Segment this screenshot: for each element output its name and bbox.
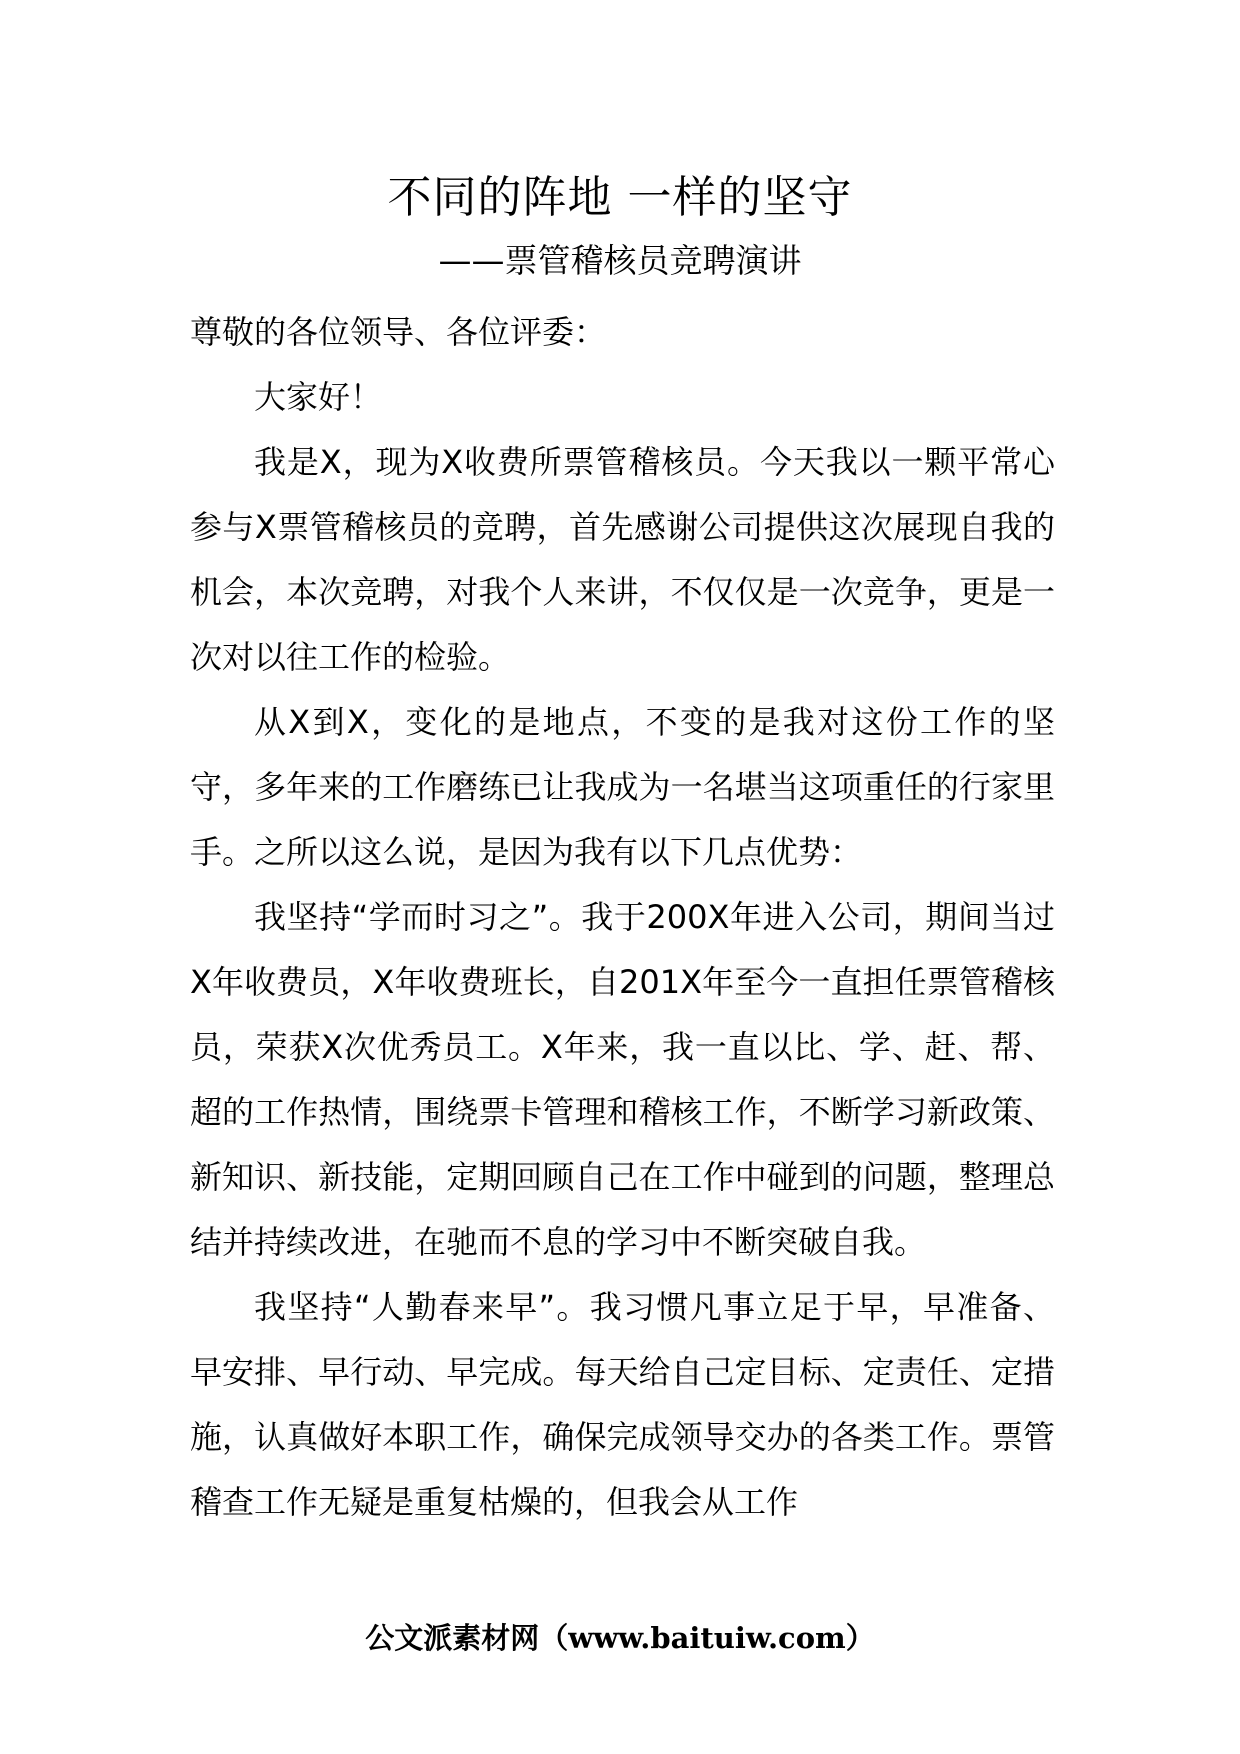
- footer-watermark: 公文派素材网（www.baituiw.com）: [365, 1621, 875, 1655]
- document-body: [190, 300, 1055, 1535]
- paragraph-greeting: 大家好！: [254, 378, 383, 416]
- paragraph-transition: 从X到X，变化的是地点，不变的是我对这份工作的坚守，多年来的工作磨练已让我成为一名堪当这项重任的行家里手。之所以这么说，是因为我有以下几点优势：: [190, 703, 1055, 871]
- document-subtitle: ——票管稽核员竞聘演讲: [438, 241, 802, 280]
- paragraph-introduction: 我是X，现为X收费所票管稽核员。今天我以一颗平常心参与X票管稽核员的竞聘，首先感谢公司提供这次展现自我的机会，本次竞聘，对我个人来讲，不仅仅是一次竞争，更是一次对以往工作的检验。: [190, 443, 1055, 676]
- document-title: 不同的阵地 一样的坚守: [387, 172, 853, 223]
- paragraph-learning: 我坚持“学而时习之”。我于200X年进入公司，期间当过X年收费员，X年收费班长，自201X年至今一直担任票管稽核员，荣获X次优秀员工。X年来，我一直以比、学、赶、帮、超的工作热情，围绕票卡管理和稽核工作，不断学习新政策、新知识、新技能，定期回顾自己在工作中碰到的问题，整理总结并持续改进，在驰而不息的学习中不断突破自我。: [190, 898, 1055, 1261]
- paragraph-diligence: 我坚持“人勤春来早”。我习惯凡事立足于早，早准备、早安排、早行动、早完成。每天给自己定目标、定责任、定措施，认真做好本职工作，确保完成领导交办的各类工作。票管稽查工作无疑是重复枯燥的，但我会从工作: [190, 1288, 1055, 1521]
- salutation: 尊敬的各位领导、各位评委：: [190, 313, 607, 351]
